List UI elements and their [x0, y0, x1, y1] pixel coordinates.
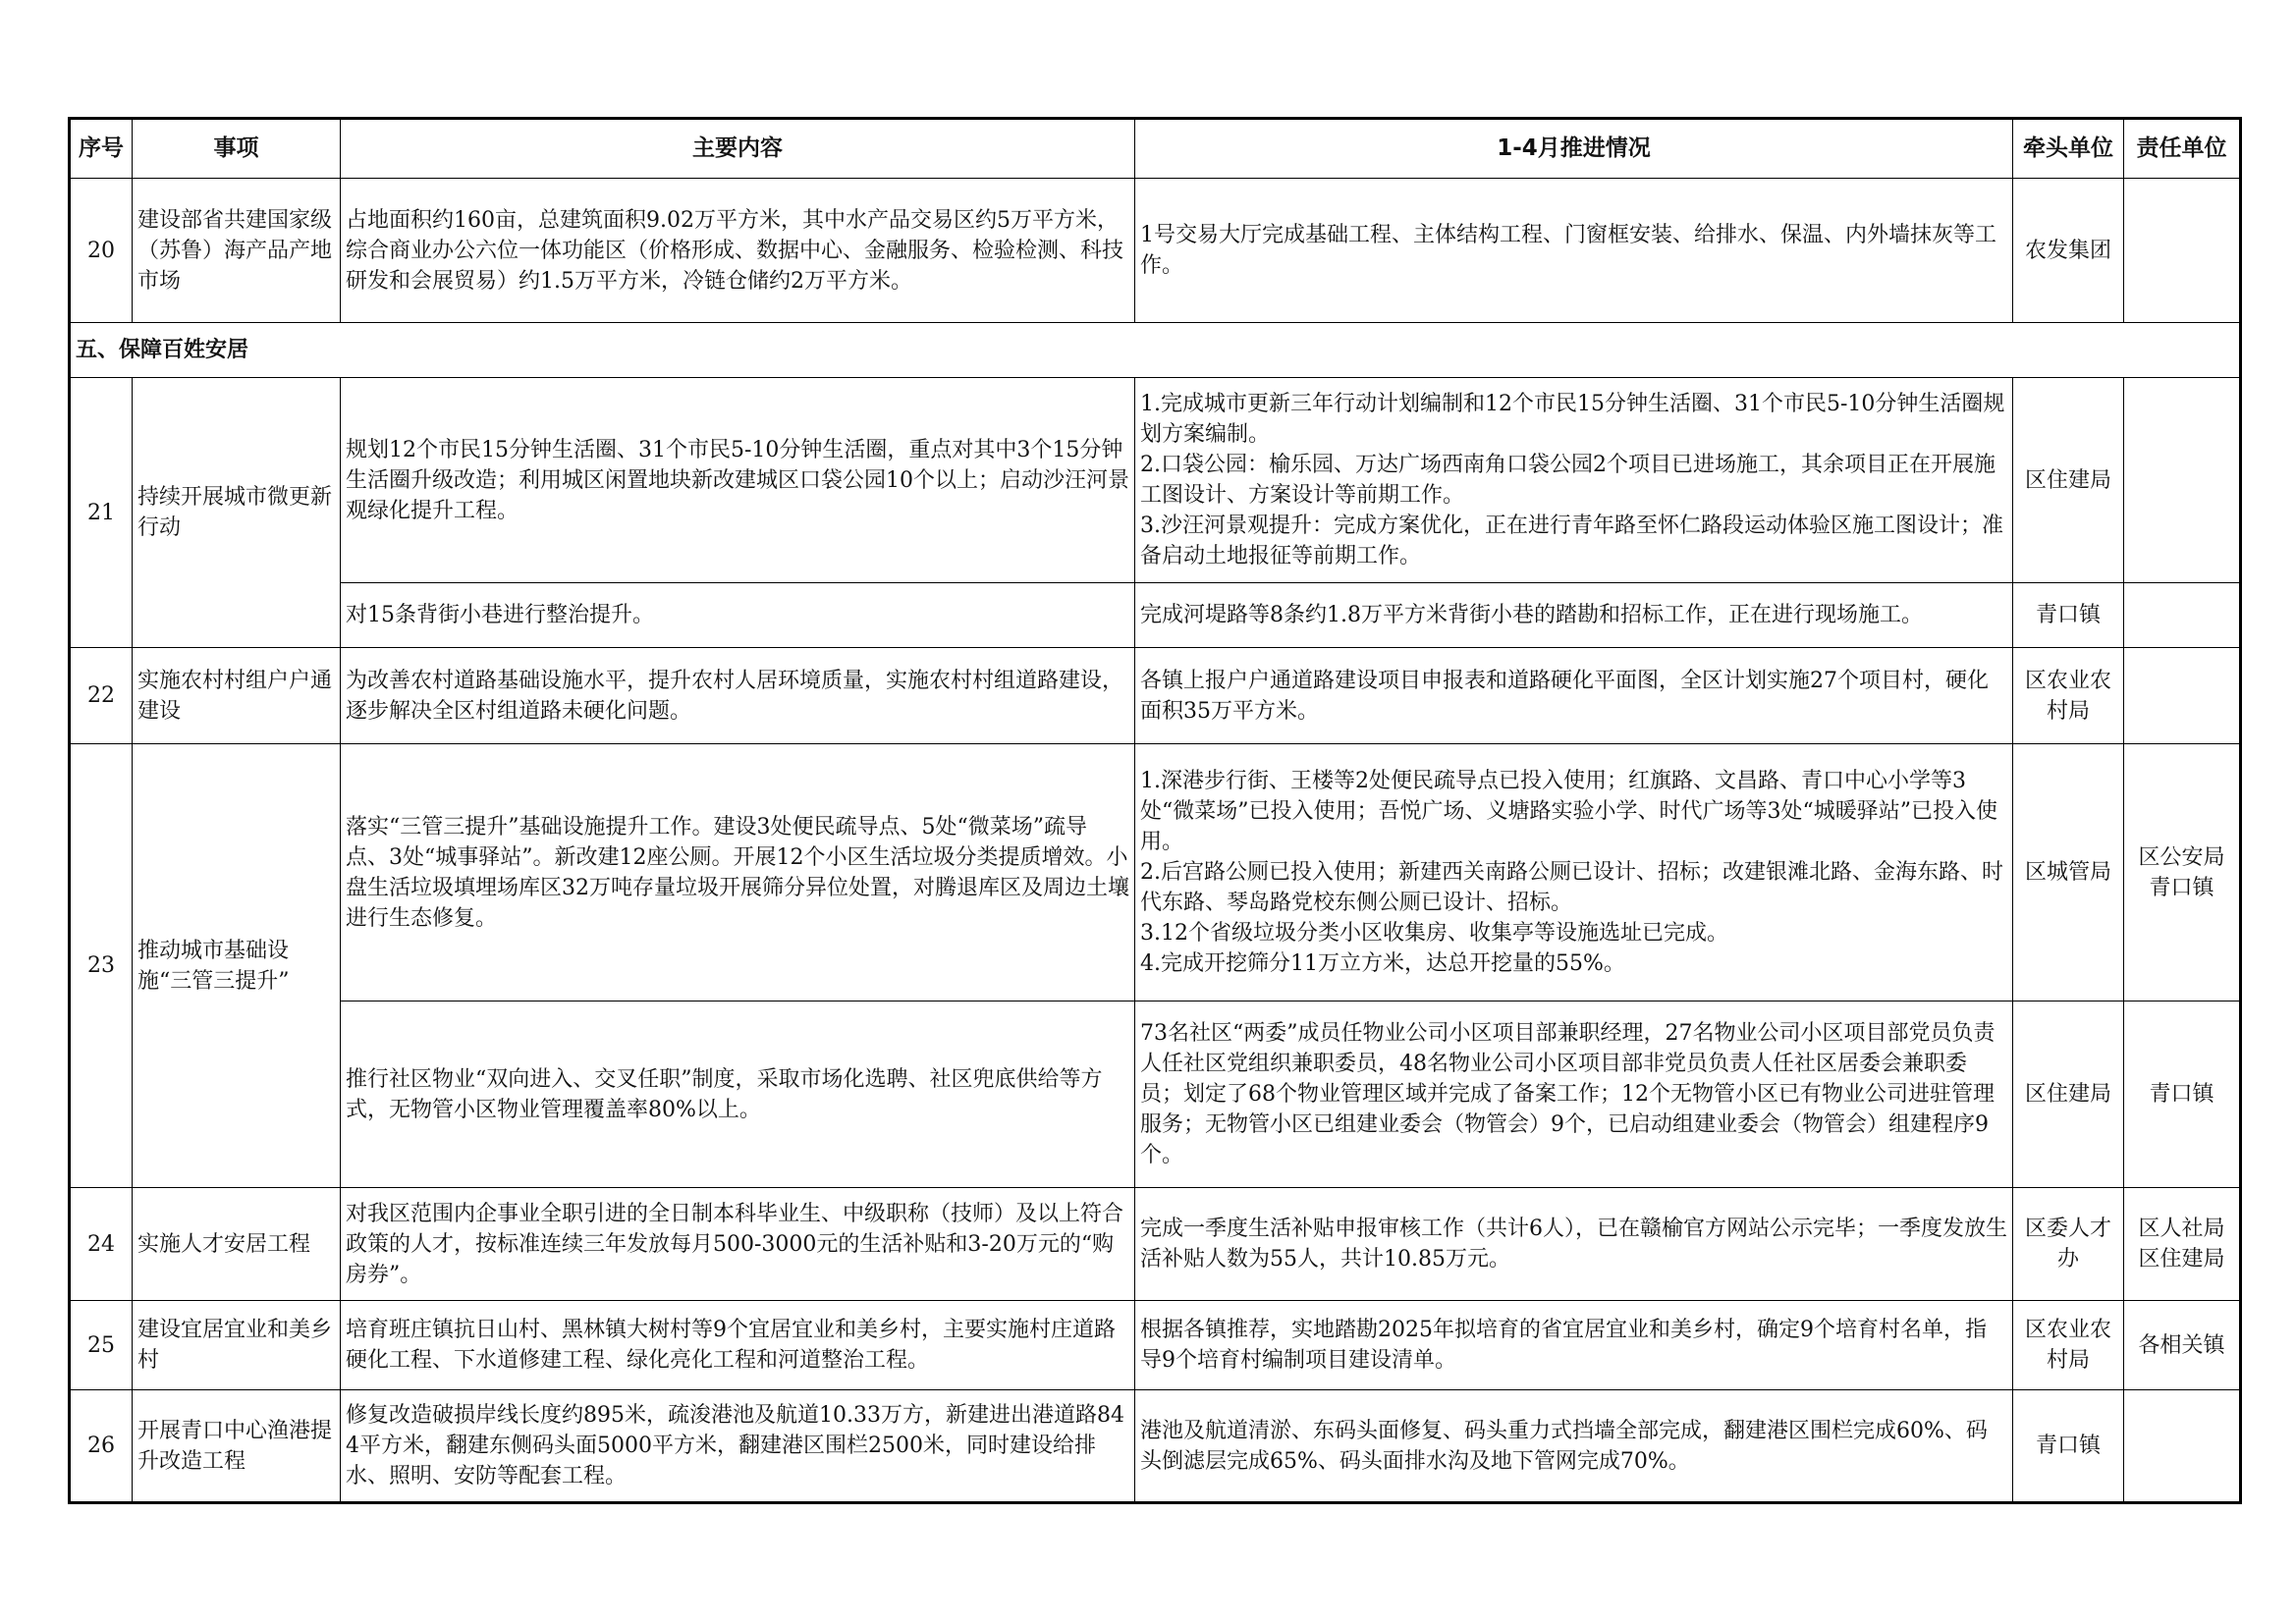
row-progress: 港池及航道清淤、东码头面修复、码头重力式挡墙全部完成，翻建港区围栏完成60%、码头倒滤层完成65%、码头面排水沟及地下管网完成70%。 — [1135, 1390, 2013, 1503]
row-content: 修复改造破损岸线长度约895米，疏浚港池及航道10.33万方，新建进出港道路844平方米，翻建东侧码头面5000平方米，翻建港区围栏2500米，同时建设给排水、照明、安防等配套工程。 — [341, 1390, 1135, 1503]
table-row — [70, 1301, 2241, 1390]
row-lead-unit: 区住建局 — [2013, 378, 2124, 583]
row-content: 规划12个市民15分钟生活圈、31个市民5-10分钟生活圈，重点对其中3个15分钟生活圈升级改造；利用城区闲置地块新改建城区口袋公园10个以上；启动沙汪河景观绿化提升工程。 — [341, 378, 1135, 583]
header-content: 主要内容 — [341, 119, 1135, 179]
row-num: 21 — [70, 378, 133, 648]
row-lead-unit: 区住建局 — [2013, 1001, 2124, 1188]
progress-line: 3.沙汪河景观提升：完成方案优化，正在进行青年路至怀仁路段运动体验区施工图设计；准备启动土地报征等前期工作。 — [1140, 514, 2003, 568]
row-num: 20 — [70, 179, 133, 323]
progress-line: 1.深港步行街、王楼等2处便民疏导点已投入使用；红旗路、文昌路、青口中心小学等3处“微菜场”已投入使用；吾悦广场、义塘路实验小学、时代广场等3处“城暖驿站”已投入使用。 — [1140, 769, 1997, 854]
section-row — [70, 323, 2241, 378]
row-progress: 根据各镇推荐，实地踏勘2025年拟培育的省宜居宜业和美乡村，确定9个培育村名单，指导9个培育村编制项目建设清单。 — [1135, 1301, 2013, 1390]
row-item: 开展青口中心渔港提升改造工程 — [133, 1390, 341, 1503]
row-resp-unit — [2124, 1188, 2241, 1301]
row-item: 实施人才安居工程 — [133, 1188, 341, 1301]
table-row — [70, 378, 2241, 583]
row-num: 22 — [70, 648, 133, 744]
row-progress — [1135, 378, 2013, 583]
row-progress: 完成河堤路等8条约1.8万平方米背街小巷的踏勘和招标工作，正在进行现场施工。 — [1135, 583, 2013, 648]
row-lead-unit: 青口镇 — [2013, 1390, 2124, 1503]
table-row — [70, 1390, 2241, 1503]
progress-line: 3.12个省级垃圾分类小区收集房、收集亭等设施选址已完成。 — [1140, 921, 1728, 946]
progress-line: 1.完成城市更新三年行动计划编制和12个市民15分钟生活圈、31个市民5-10分钟生活圈规划方案编制。 — [1140, 392, 2005, 447]
row-num: 23 — [70, 744, 133, 1188]
row-progress — [1135, 744, 2013, 1001]
row-progress: 各镇上报户户通道路建设项目申报表和道路硬化平面图，全区计划实施27个项目村，硬化面积35万平方米。 — [1135, 648, 2013, 744]
table-row — [70, 179, 2241, 323]
table-row — [70, 1188, 2241, 1301]
row-item: 推动城市基础设施“三管三提升” — [133, 744, 341, 1188]
row-num: 24 — [70, 1188, 133, 1301]
row-item: 建设部省共建国家级（苏鲁）海产品产地市场 — [133, 179, 341, 323]
row-progress: 完成一季度生活补贴申报审核工作（共计6人），已在赣榆官方网站公示完毕；一季度发放生活补贴人数为55人，共计10.85万元。 — [1135, 1188, 2013, 1301]
header-item: 事项 — [133, 119, 341, 179]
row-item: 实施农村村组户户通建设 — [133, 648, 341, 744]
table-row — [70, 1001, 2241, 1188]
row-resp-unit: 各相关镇 — [2124, 1301, 2241, 1390]
resp-unit-line: 区人社局 — [2138, 1217, 2225, 1241]
row-resp-unit — [2124, 583, 2241, 648]
table-row — [70, 648, 2241, 744]
row-resp-unit: 青口镇 — [2124, 1001, 2241, 1188]
header-num: 序号 — [70, 119, 133, 179]
row-resp-unit — [2124, 1390, 2241, 1503]
row-item: 持续开展城市微更新行动 — [133, 378, 341, 648]
row-resp-unit — [2124, 744, 2241, 1001]
resp-unit-line: 青口镇 — [2149, 875, 2214, 900]
header-resp-unit: 责任单位 — [2124, 119, 2241, 179]
table-row — [70, 744, 2241, 1001]
resp-unit-line: 区住建局 — [2138, 1247, 2225, 1272]
row-lead-unit: 区农业农村局 — [2013, 648, 2124, 744]
progress-line: 2.后宫路公厕已投入使用；新建西关南路公厕已设计、招标；改建银滩北路、金海东路、时代东路、琴岛路党校东侧公厕已设计、招标。 — [1140, 860, 2003, 915]
row-num: 25 — [70, 1301, 133, 1390]
row-content: 对我区范围内企事业全职引进的全日制本科毕业生、中级职称（技师）及以上符合政策的人才，按标准连续三年发放每月500-3000元的生活补贴和3-20万元的“购房券”。 — [341, 1188, 1135, 1301]
resp-unit-line: 区公安局 — [2138, 844, 2225, 870]
row-lead-unit: 区城管局 — [2013, 744, 2124, 1001]
row-progress: 73名社区“两委”成员任物业公司小区项目部兼职经理，27名物业公司小区项目部党员负责人任社区党组织兼职委员，48名物业公司小区项目部非党员负责人任社区居委会兼职委员；划定了68个物业管理区域并完成了备案工作；12个无物管小区已有物业公司进驻管理服务；无物管小区已组建业委会（物管会）9个，已启动组建业委会（物管会）组建程序9个。 — [1135, 1001, 2013, 1188]
progress-line: 2.口袋公园：榆乐园、万达广场西南角口袋公园2个项目已进场施工，其余项目正在开展施工图设计、方案设计等前期工作。 — [1140, 453, 1995, 508]
row-content: 对15条背街小巷进行整治提升。 — [341, 583, 1135, 648]
row-content: 推行社区物业“双向进入、交叉任职”制度，采取市场化选聘、社区兜底供给等方式，无物管小区物业管理覆盖率80%以上。 — [341, 1001, 1135, 1188]
row-num: 26 — [70, 1390, 133, 1503]
work-progress-table — [68, 117, 2242, 1504]
row-progress: 1号交易大厅完成基础工程、主体结构工程、门窗框安装、给排水、保温、内外墙抹灰等工作。 — [1135, 179, 2013, 323]
row-item: 建设宜居宜业和美乡村 — [133, 1301, 341, 1390]
row-content: 培育班庄镇抗日山村、黑林镇大树村等9个宜居宜业和美乡村，主要实施村庄道路硬化工程、下水道修建工程、绿化亮化工程和河道整治工程。 — [341, 1301, 1135, 1390]
row-lead-unit: 青口镇 — [2013, 583, 2124, 648]
row-lead-unit: 区农业农村局 — [2013, 1301, 2124, 1390]
row-lead-unit: 区委人才办 — [2013, 1188, 2124, 1301]
row-lead-unit: 农发集团 — [2013, 179, 2124, 323]
row-resp-unit — [2124, 648, 2241, 744]
table-header-row — [70, 119, 2241, 179]
row-content: 为改善农村道路基础设施水平，提升农村人居环境质量，实施农村村组道路建设，逐步解决全区村组道路未硬化问题。 — [341, 648, 1135, 744]
section-title: 五、保障百姓安居 — [70, 323, 2241, 378]
header-lead-unit: 牵头单位 — [2013, 119, 2124, 179]
header-progress: 1-4月推进情况 — [1135, 119, 2013, 179]
row-resp-unit — [2124, 378, 2241, 583]
row-resp-unit — [2124, 179, 2241, 323]
progress-line: 4.完成开挖筛分11万立方米，达总开挖量的55%。 — [1140, 951, 1625, 976]
table-row — [70, 583, 2241, 648]
row-content: 占地面积约160亩，总建筑面积9.02万平方米，其中水产品交易区约5万平方米，综合商业办公六位一体功能区（价格形成、数据中心、金融服务、检验检测、科技研发和会展贸易）约1.5万平方米，冷链仓储约2万平方米。 — [341, 179, 1135, 323]
row-content: 落实“三管三提升”基础设施提升工作。建设3处便民疏导点、5处“微菜场”疏导点、3处“城事驿站”。新改建12座公厕。开展12个小区生活垃圾分类提质增效。小盘生活垃圾填埋场库区32万吨存量垃圾开展筛分异位处置，对腾退库区及周边土壤进行生态修复。 — [341, 744, 1135, 1001]
